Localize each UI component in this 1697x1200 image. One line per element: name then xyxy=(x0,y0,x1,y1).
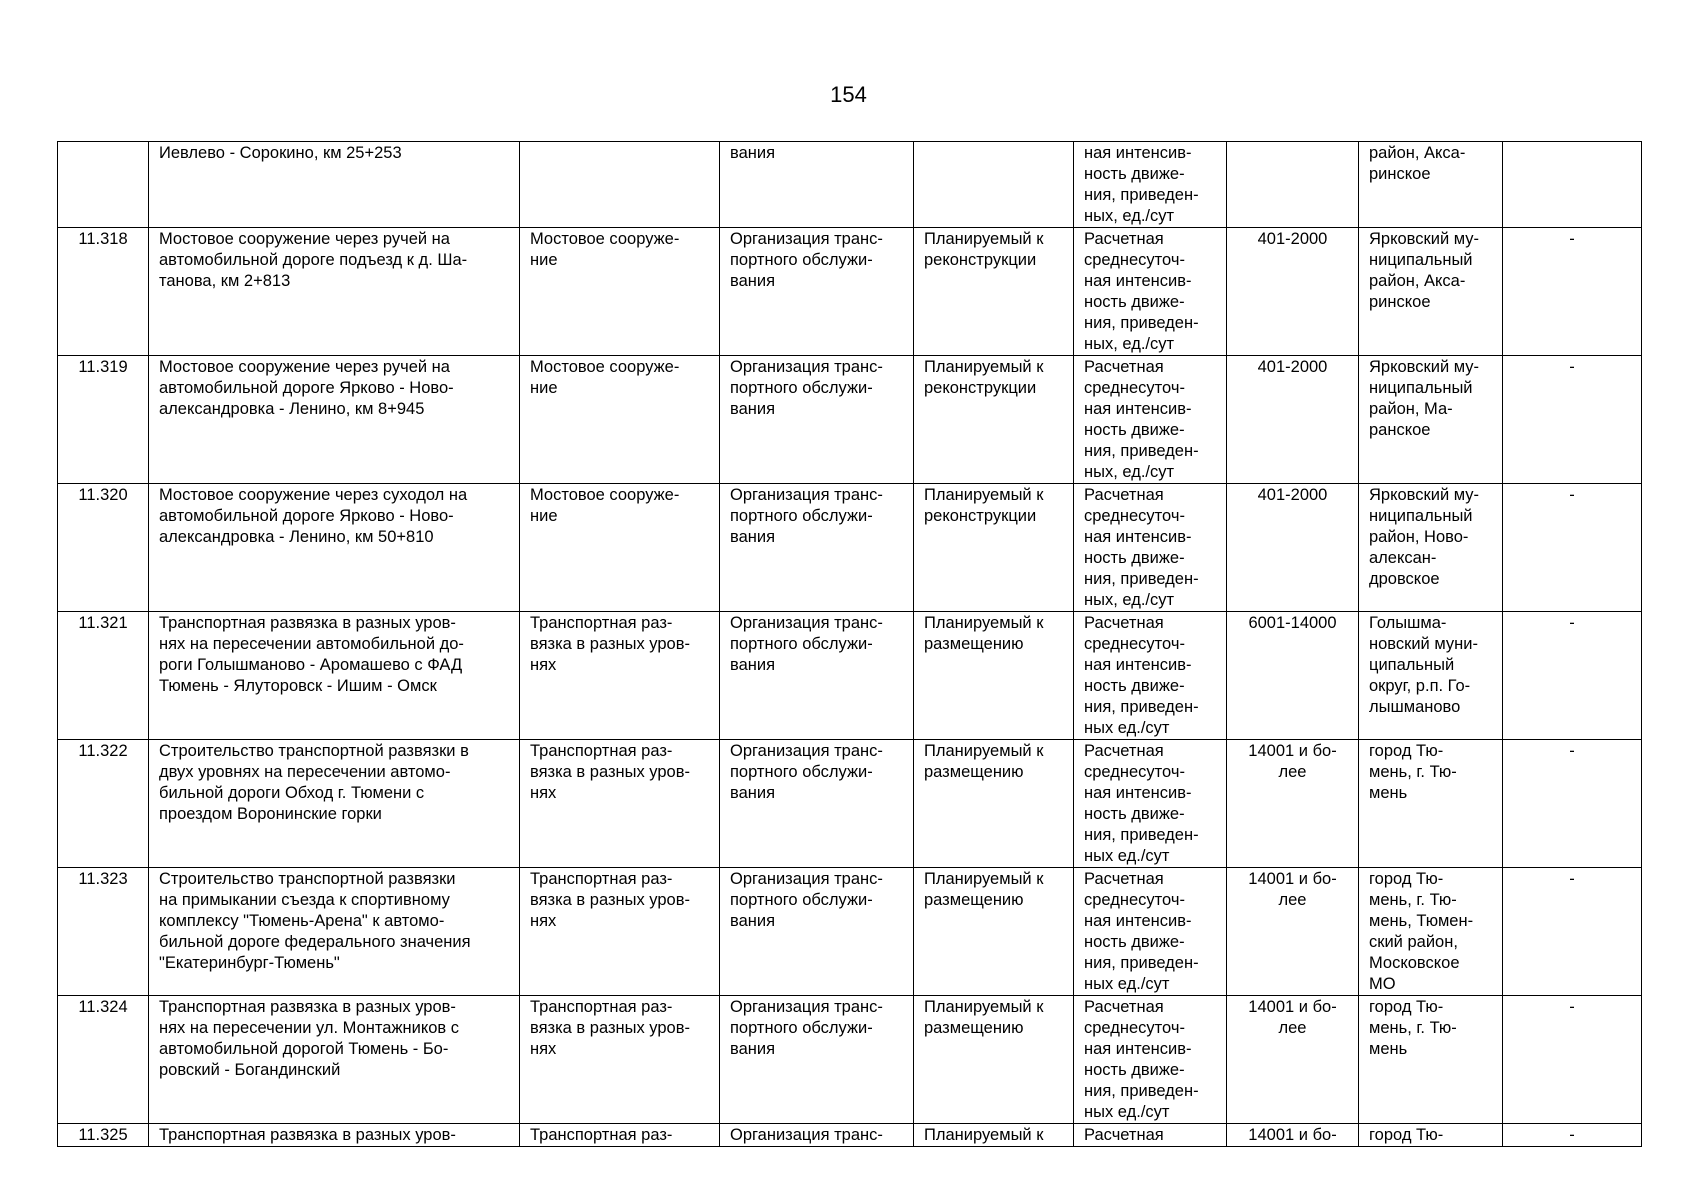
page-number: 154 xyxy=(830,82,867,107)
cell-text-line: Тюмень - Ялуторовск - Ишим - Омск xyxy=(159,677,437,695)
cell-location xyxy=(1359,228,1503,356)
cell-text-line: Расчетная xyxy=(1084,870,1164,888)
table-row xyxy=(58,740,1642,868)
cell-text-line: мень, г. Тю- xyxy=(1369,1019,1457,1037)
cell-text-line: ная интенсив- xyxy=(1084,1040,1192,1058)
cell-location xyxy=(1359,356,1503,484)
cell-type xyxy=(520,1124,720,1147)
cell-status xyxy=(914,142,1074,228)
cell-text-line: размещению xyxy=(924,763,1024,781)
cell-value xyxy=(1227,868,1359,996)
cell-zone xyxy=(1503,142,1642,228)
cell-zone xyxy=(1503,612,1642,740)
cell-text-line: Планируемый к xyxy=(924,614,1044,632)
cell-text-line: Расчетная xyxy=(1084,998,1164,1016)
cell-name xyxy=(149,142,520,228)
cell-text-line: 14001 и бо- xyxy=(1248,742,1337,760)
cell-text-line: 14001 и бо- xyxy=(1248,998,1337,1016)
cell-text-line: ние xyxy=(530,251,558,269)
cell-number xyxy=(58,142,149,228)
cell-text-line: нях xyxy=(530,912,557,930)
cell-text-line: МО xyxy=(1369,975,1396,993)
cell-location xyxy=(1359,996,1503,1124)
cell-text-line: 401-2000 xyxy=(1257,486,1328,504)
cell-purpose xyxy=(720,740,914,868)
cell-status xyxy=(914,228,1074,356)
cell-number xyxy=(58,740,149,868)
cell-text-line: ципальный xyxy=(1369,656,1455,674)
cell-text-line: район, Акса- xyxy=(1369,144,1466,162)
cell-text-line: - xyxy=(1569,358,1575,376)
cell-name xyxy=(149,868,520,996)
cell-type xyxy=(520,356,720,484)
cell-type xyxy=(520,996,720,1124)
cell-text-line: 11.319 xyxy=(78,358,128,376)
cell-text-line: портного обслужи- xyxy=(730,1019,873,1037)
cell-text-line: мень, г. Тю- xyxy=(1369,891,1457,909)
cell-text-line: нях на пересечении ул. Монтажников с xyxy=(159,1019,459,1037)
cell-text-line: 14001 и бо- xyxy=(1248,870,1337,888)
cell-text-line: нях xyxy=(530,656,557,674)
cell-number xyxy=(58,356,149,484)
cell-text-line: среднесуточ- xyxy=(1084,635,1185,653)
table-row xyxy=(58,868,1642,996)
cell-text-line: вязка в разных уров- xyxy=(530,635,690,653)
cell-text-line: ность движе- xyxy=(1084,933,1185,951)
cell-text-line: нях на пересечении автомобильной до- xyxy=(159,635,464,653)
cell-status xyxy=(914,612,1074,740)
cell-number xyxy=(58,868,149,996)
cell-text-line: ных ед./сут xyxy=(1084,719,1170,737)
cell-number xyxy=(58,612,149,740)
cell-text-line: Строительство транспортной развязки в xyxy=(159,742,469,760)
cell-number xyxy=(58,484,149,612)
cell-text-line: среднесуточ- xyxy=(1084,763,1185,781)
cell-value xyxy=(1227,228,1359,356)
cell-text-line: 11.323 xyxy=(78,870,128,888)
cell-text-line: вания xyxy=(730,912,776,930)
cell-text-line: Планируемый к xyxy=(924,230,1044,248)
cell-characteristic xyxy=(1074,740,1227,868)
cell-text-line: нях xyxy=(530,1040,557,1058)
cell-text-line: ровский - Богандинский xyxy=(159,1061,341,1079)
cell-text-line: ная интенсив- xyxy=(1084,400,1192,418)
cell-status xyxy=(914,1124,1074,1147)
cell-text-line: Транспортная раз- xyxy=(530,870,673,888)
cell-text-line: автомобильной дороге Ярково - Ново- xyxy=(159,379,454,397)
cell-characteristic xyxy=(1074,868,1227,996)
cell-characteristic xyxy=(1074,142,1227,228)
cell-text-line: мень, г. Тю- xyxy=(1369,763,1457,781)
cell-value xyxy=(1227,996,1359,1124)
cell-text-line: Иевлево - Сорокино, км 25+253 xyxy=(159,144,402,162)
cell-text-line: ния, приведен- xyxy=(1084,186,1199,204)
cell-text-line: ная интенсив- xyxy=(1084,144,1192,162)
cell-purpose xyxy=(720,228,914,356)
cell-text-line: Планируемый к xyxy=(924,870,1044,888)
cell-zone xyxy=(1503,868,1642,996)
cell-text-line: Голышма- xyxy=(1369,614,1447,632)
table-row xyxy=(58,228,1642,356)
cell-text-line: - xyxy=(1569,614,1575,632)
cell-text-line: Расчетная xyxy=(1084,1126,1164,1144)
cell-text-line: вания xyxy=(730,144,776,162)
cell-text-line: Мостовое сооруже- xyxy=(530,230,680,248)
cell-purpose xyxy=(720,996,914,1124)
cell-text-line: александровка - Ленино, км 8+945 xyxy=(159,400,425,418)
cell-type xyxy=(520,228,720,356)
cell-text-line: Транспортная развязка в разных уров- xyxy=(159,998,456,1016)
cell-text-line: Организация транс- xyxy=(730,230,883,248)
cell-text-line: Мостовое сооружение через суходол на xyxy=(159,486,468,504)
cell-text-line: Транспортная раз- xyxy=(530,614,673,632)
cell-text-line: вания xyxy=(730,400,776,418)
table-row xyxy=(58,996,1642,1124)
cell-name xyxy=(149,1124,520,1147)
cell-text-line: Ярковский му- xyxy=(1369,358,1480,376)
cell-text-line: ных ед./сут xyxy=(1084,847,1170,865)
cell-text-line: ность движе- xyxy=(1084,421,1185,439)
cell-text-line: Транспортная развязка в разных уров- xyxy=(159,614,456,632)
cell-text-line: Планируемый к xyxy=(924,742,1044,760)
cell-text-line: вания xyxy=(730,528,776,546)
cell-type xyxy=(520,612,720,740)
cell-value xyxy=(1227,1124,1359,1147)
cell-purpose xyxy=(720,356,914,484)
cell-text-line: ных, ед./сут xyxy=(1084,207,1175,225)
cell-text-line: ниципальный xyxy=(1369,251,1473,269)
cell-text-line: новский муни- xyxy=(1369,635,1478,653)
cell-number xyxy=(58,1124,149,1147)
cell-characteristic xyxy=(1074,612,1227,740)
cell-text-line: 11.320 xyxy=(78,486,128,504)
cell-text-line: ная интенсив- xyxy=(1084,784,1192,802)
cell-text-line: лее xyxy=(1278,763,1307,781)
cell-text-line: автомобильной дорогой Тюмень - Бо- xyxy=(159,1040,449,1058)
cell-status xyxy=(914,484,1074,612)
cell-text-line: двух уровнях на пересечении автомо- xyxy=(159,763,451,781)
table-row xyxy=(58,356,1642,484)
cell-text-line: бильной дороге федерального значения xyxy=(159,933,471,951)
cell-text-line: ная интенсив- xyxy=(1084,528,1192,546)
cell-text-line: ранское xyxy=(1369,421,1431,439)
cell-text-line: 401-2000 xyxy=(1257,358,1328,376)
cell-text-line: район, Ма- xyxy=(1369,400,1453,418)
cell-name xyxy=(149,484,520,612)
cell-text-line: лышманово xyxy=(1369,698,1461,716)
cell-text-line: проездом Воронинские горки xyxy=(159,805,382,823)
cell-name xyxy=(149,228,520,356)
cell-text-line: Транспортная раз- xyxy=(530,742,673,760)
cell-text-line: портного обслужи- xyxy=(730,507,873,525)
cell-zone xyxy=(1503,356,1642,484)
cell-text-line: Мостовое сооруже- xyxy=(530,358,680,376)
cell-name xyxy=(149,740,520,868)
cell-text-line: ность движе- xyxy=(1084,293,1185,311)
cell-text-line: среднесуточ- xyxy=(1084,251,1185,269)
cell-text-line: вязка в разных уров- xyxy=(530,1019,690,1037)
cell-text-line: танова, км 2+813 xyxy=(159,272,291,290)
cell-zone xyxy=(1503,740,1642,868)
table-row xyxy=(58,1124,1642,1147)
cell-text-line: реконструкции xyxy=(924,251,1037,269)
cell-purpose xyxy=(720,142,914,228)
cell-text-line: ниципальный xyxy=(1369,379,1473,397)
cell-text-line: Ярковский му- xyxy=(1369,486,1480,504)
cell-text-line: мень, Тюмен- xyxy=(1369,912,1474,930)
cell-value xyxy=(1227,142,1359,228)
cell-text-line: ринское xyxy=(1369,165,1431,183)
cell-text-line: реконструкции xyxy=(924,379,1037,397)
cell-text-line: ная интенсив- xyxy=(1084,912,1192,930)
cell-text-line: комплексу "Тюмень-Арена" к автомо- xyxy=(159,912,445,930)
cell-characteristic xyxy=(1074,996,1227,1124)
cell-zone xyxy=(1503,484,1642,612)
cell-text-line: Организация транс- xyxy=(730,614,883,632)
cell-text-line: вязка в разных уров- xyxy=(530,891,690,909)
cell-location xyxy=(1359,1124,1503,1147)
cell-text-line: ния, приведен- xyxy=(1084,442,1199,460)
cell-text-line: 11.322 xyxy=(78,742,128,760)
cell-text-line: Планируемый к xyxy=(924,1126,1044,1144)
cell-text-line: размещению xyxy=(924,1019,1024,1037)
cell-text-line: портного обслужи- xyxy=(730,763,873,781)
cell-text-line: Организация транс- xyxy=(730,742,883,760)
cell-text-line: 14001 и бо- xyxy=(1248,1126,1337,1144)
cell-text-line: Организация транс- xyxy=(730,998,883,1016)
cell-text-line: Транспортная развязка в разных уров- xyxy=(159,1126,456,1144)
cell-text-line: Расчетная xyxy=(1084,358,1164,376)
cell-text-line: 11.318 xyxy=(78,230,128,248)
cell-status xyxy=(914,356,1074,484)
cell-type xyxy=(520,868,720,996)
cell-text-line: - xyxy=(1569,230,1575,248)
cell-text-line: 11.321 xyxy=(78,614,128,632)
cell-text-line: ность движе- xyxy=(1084,165,1185,183)
cell-text-line: реконструкции xyxy=(924,507,1037,525)
cell-text-line: роги Голышманово - Аромашево с ФАД xyxy=(159,656,463,674)
cell-text-line: Мостовое сооружение через ручей на xyxy=(159,358,450,376)
cell-text-line: - xyxy=(1569,486,1575,504)
cell-text-line: ние xyxy=(530,507,558,525)
cell-text-line: ния, приведен- xyxy=(1084,570,1199,588)
cell-status xyxy=(914,740,1074,868)
cell-location xyxy=(1359,612,1503,740)
cell-text-line: ния, приведен- xyxy=(1084,826,1199,844)
cell-text-line: вания xyxy=(730,1040,776,1058)
cell-text-line: среднесуточ- xyxy=(1084,379,1185,397)
cell-value xyxy=(1227,612,1359,740)
cell-text-line: Организация транс- xyxy=(730,358,883,376)
cell-text-line: Мостовое сооружение через ручей на xyxy=(159,230,450,248)
cell-text-line: нях xyxy=(530,784,557,802)
cell-text-line: лее xyxy=(1278,891,1307,909)
table-row xyxy=(58,612,1642,740)
cell-text-line: автомобильной дороге Ярково - Ново- xyxy=(159,507,454,525)
cell-purpose xyxy=(720,1124,914,1147)
cell-text-line: автомобильной дороге подъезд к д. Ша- xyxy=(159,251,468,269)
cell-text-line: Транспортная раз- xyxy=(530,998,673,1016)
cell-text-line: Мостовое сооруже- xyxy=(530,486,680,504)
cell-text-line: мень xyxy=(1369,1040,1408,1058)
cell-location xyxy=(1359,740,1503,868)
cell-text-line: ния, приведен- xyxy=(1084,698,1199,716)
cell-text-line: Строительство транспортной развязки xyxy=(159,870,456,888)
cell-zone xyxy=(1503,996,1642,1124)
cell-text-line: 11.325 xyxy=(78,1126,128,1144)
cell-text-line: ния, приведен- xyxy=(1084,314,1199,332)
cell-text-line: Организация транс- xyxy=(730,870,883,888)
cell-text-line: ность движе- xyxy=(1084,805,1185,823)
cell-text-line: - xyxy=(1569,998,1575,1016)
cell-text-line: Ярковский му- xyxy=(1369,230,1480,248)
cell-text-line: "Екатеринбург-Тюмень" xyxy=(159,954,340,972)
cell-text-line: город Тю- xyxy=(1369,998,1444,1016)
cell-characteristic xyxy=(1074,1124,1227,1147)
cell-text-line: бильной дороги Обход г. Тюмени с xyxy=(159,784,425,802)
cell-text-line: ная интенсив- xyxy=(1084,656,1192,674)
cell-purpose xyxy=(720,484,914,612)
cell-text-line: Организация транс- xyxy=(730,486,883,504)
cell-text-line: ных ед./сут xyxy=(1084,975,1170,993)
cell-text-line: - xyxy=(1569,1126,1575,1144)
cell-text-line: Планируемый к xyxy=(924,998,1044,1016)
cell-text-line: размещению xyxy=(924,635,1024,653)
cell-text-line: ринское xyxy=(1369,293,1431,311)
cell-text-line: - xyxy=(1569,742,1575,760)
cell-text-line: - xyxy=(1569,870,1575,888)
table-row xyxy=(58,142,1642,228)
cell-text-line: ных, ед./сут xyxy=(1084,591,1175,609)
cell-text-line: вания xyxy=(730,656,776,674)
cell-text-line: ная интенсив- xyxy=(1084,272,1192,290)
cell-text-line: ния, приведен- xyxy=(1084,954,1199,972)
cell-text-line: ных, ед./сут xyxy=(1084,335,1175,353)
cell-characteristic xyxy=(1074,484,1227,612)
cell-name xyxy=(149,996,520,1124)
cell-text-line: округ, р.п. Го- xyxy=(1369,677,1471,695)
cell-status xyxy=(914,868,1074,996)
cell-purpose xyxy=(720,612,914,740)
cell-text-line: район, Акса- xyxy=(1369,272,1466,290)
cell-text-line: портного обслужи- xyxy=(730,891,873,909)
cell-number xyxy=(58,228,149,356)
cell-location xyxy=(1359,868,1503,996)
cell-text-line: город Тю- xyxy=(1369,1126,1444,1144)
cell-text-line: Планируемый к xyxy=(924,358,1044,376)
cell-text-line: 11.324 xyxy=(78,998,128,1016)
cell-zone xyxy=(1503,1124,1642,1147)
cell-purpose xyxy=(720,868,914,996)
cell-value xyxy=(1227,484,1359,612)
cell-name xyxy=(149,612,520,740)
cell-text-line: ниципальный xyxy=(1369,507,1473,525)
cell-text-line: ность движе- xyxy=(1084,677,1185,695)
cell-text-line: 401-2000 xyxy=(1257,230,1328,248)
cell-text-line: алексан- xyxy=(1369,549,1437,567)
cell-text-line: портного обслужи- xyxy=(730,251,873,269)
cell-text-line: среднесуточ- xyxy=(1084,891,1185,909)
cell-text-line: вязка в разных уров- xyxy=(530,763,690,781)
cell-zone xyxy=(1503,228,1642,356)
cell-text-line: лее xyxy=(1278,1019,1307,1037)
cell-text-line: Расчетная xyxy=(1084,230,1164,248)
cell-text-line: ность движе- xyxy=(1084,1061,1185,1079)
cell-text-line: вания xyxy=(730,272,776,290)
cell-text-line: ния, приведен- xyxy=(1084,1082,1199,1100)
cell-characteristic xyxy=(1074,356,1227,484)
cell-status xyxy=(914,996,1074,1124)
cell-text-line: дровское xyxy=(1369,570,1440,588)
cell-number xyxy=(58,996,149,1124)
cell-value xyxy=(1227,740,1359,868)
cell-text-line: портного обслужи- xyxy=(730,635,873,653)
cell-text-line: среднесуточ- xyxy=(1084,507,1185,525)
cell-text-line: среднесуточ- xyxy=(1084,1019,1185,1037)
table-body xyxy=(58,142,1642,1147)
cell-text-line: Московское xyxy=(1369,954,1460,972)
cell-type xyxy=(520,142,720,228)
cell-text-line: ных ед./сут xyxy=(1084,1103,1170,1121)
cell-text-line: ский район, xyxy=(1369,933,1458,951)
cell-text-line: Планируемый к xyxy=(924,486,1044,504)
cell-location xyxy=(1359,142,1503,228)
cell-text-line: ность движе- xyxy=(1084,549,1185,567)
cell-text-line: Расчетная xyxy=(1084,614,1164,632)
cell-text-line: ние xyxy=(530,379,558,397)
cell-text-line: на примыкании съезда к спортивному xyxy=(159,891,450,909)
cell-text-line: мень xyxy=(1369,784,1408,802)
cell-text-line: александровка - Ленино, км 50+810 xyxy=(159,528,434,546)
cell-type xyxy=(520,484,720,612)
cell-characteristic xyxy=(1074,228,1227,356)
cell-text-line: Расчетная xyxy=(1084,486,1164,504)
objects-table xyxy=(57,141,1642,1147)
cell-text-line: 6001-14000 xyxy=(1248,614,1337,632)
cell-text-line: ных, ед./сут xyxy=(1084,463,1175,481)
cell-name xyxy=(149,356,520,484)
cell-location xyxy=(1359,484,1503,612)
cell-text-line: вания xyxy=(730,784,776,802)
cell-text-line: Организация транс- xyxy=(730,1126,883,1144)
cell-text-line: портного обслужи- xyxy=(730,379,873,397)
cell-text-line: размещению xyxy=(924,891,1024,909)
cell-text-line: Транспортная раз- xyxy=(530,1126,673,1144)
cell-value xyxy=(1227,356,1359,484)
cell-type xyxy=(520,740,720,868)
cell-text-line: город Тю- xyxy=(1369,870,1444,888)
cell-text-line: Расчетная xyxy=(1084,742,1164,760)
cell-text-line: район, Ново- xyxy=(1369,528,1469,546)
cell-text-line: город Тю- xyxy=(1369,742,1444,760)
table-row xyxy=(58,484,1642,612)
